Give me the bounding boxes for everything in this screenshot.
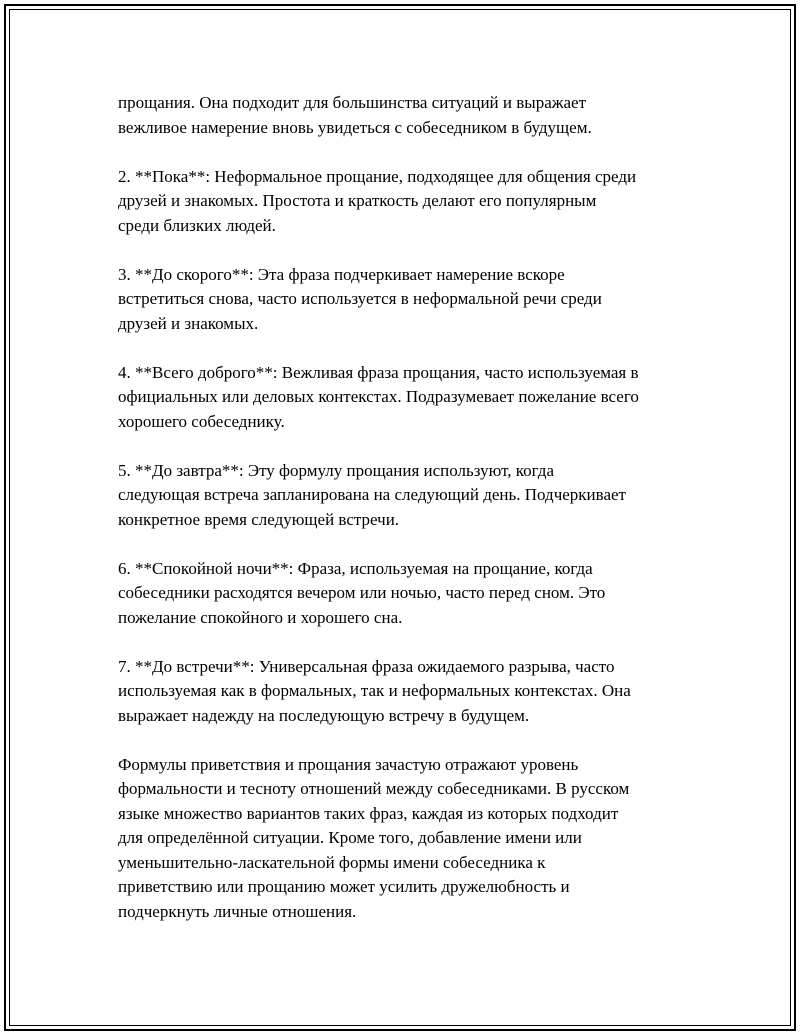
paragraph-conclusion: Формулы приветствия и прощания зачастую отражают уровень формальности и тесноту отношений между собеседниками. В русском языке множество вариантов таких фраз, каждая из которых подходит для определённой ситуации. Кроме того, добавление имени или уменьшительно-ласкательной формы имени собеседника к приветствию или прощанию может усилить дружелюбность и подчеркнуть личные отношения. xyxy=(118,754,630,921)
paragraph-item-3: 3. **До скорого**: Эта фраза подчеркивает намерение вскоре встретиться снова, часто используется в неформальной речи среди друзей и знакомых. xyxy=(118,264,602,333)
paragraph-item-2: 2. **Пока**: Неформальное прощание, подходящее для общения среди друзей и знакомых. Простота и краткость делают его популярным среди близких людей. xyxy=(118,166,637,235)
paragraph-item-6: 6. **Спокойной ночи**: Фраза, используемая на прощание, когда собеседники расходятся вечером или ночью, часто перед сном. Это пожелание спокойного и хорошего сна. xyxy=(118,558,606,627)
document-body xyxy=(118,91,692,949)
paragraph-item-7: 7. **До встречи**: Универсальная фраза ожидаемого разрыва, часто используемая как в формальных, так и неформальных контекстах. Она выражает надежду на последующую встречу в будущем. xyxy=(118,656,631,725)
paragraph-item-5: 5. **До завтра**: Эту формулу прощания используют, когда следующая встреча запланирована на следующий день. Подчеркивает конкретное время следующей встречи. xyxy=(118,460,626,529)
paragraph-item-4: 4. **Всего доброго**: Вежливая фраза прощания, часто используемая в официальных или деловых контекстах. Подразумевает пожелание всего хорошего собеседнику. xyxy=(118,362,639,431)
paragraph-intro-continuation: прощания. Она подходит для большинства ситуаций и выражает вежливое намерение вновь увидеться с собеседником в будущем. xyxy=(118,93,592,137)
